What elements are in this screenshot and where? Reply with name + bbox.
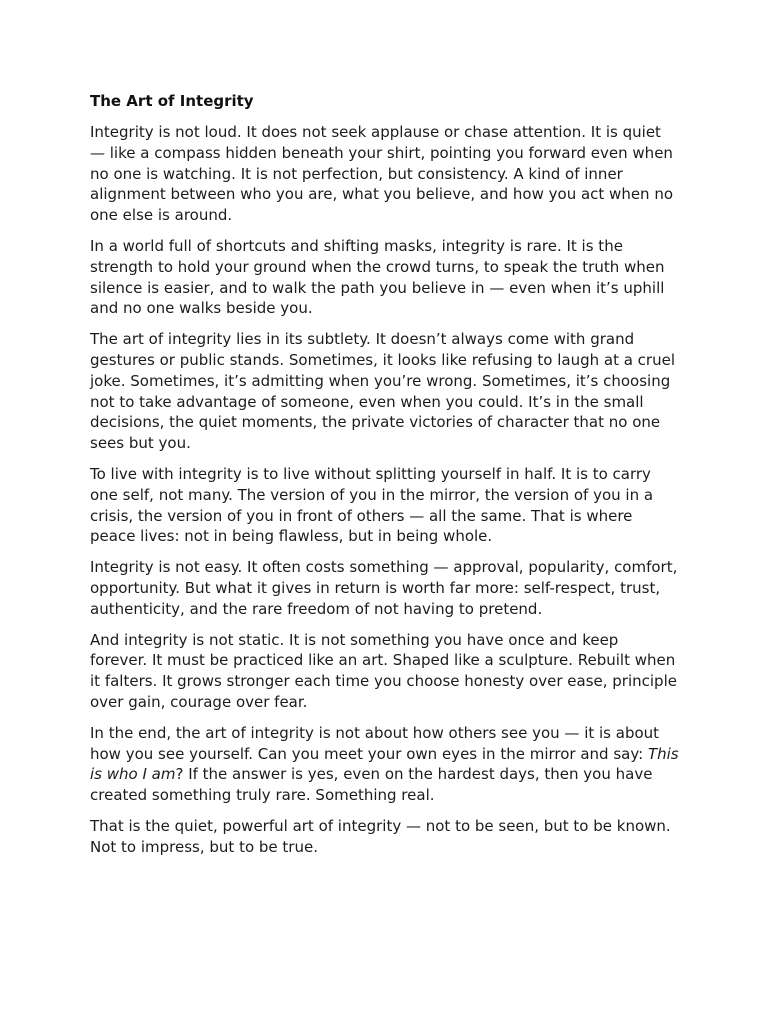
paragraph-7 — [90, 723, 680, 806]
paragraph-5: Integrity is not easy. It often costs something — approval, popularity, comfort, opportunity. But what it gives in return is worth far more: self-respect, trust, authenticity, and the rare freedom of not having to pretend. — [90, 558, 678, 618]
document-page — [90, 91, 680, 868]
paragraph-7-emphasis: This is who I am — [90, 744, 679, 784]
paragraph-3: The art of integrity lies in its subtlety. It doesn’t always come with grand gestures or public stands. Sometimes, it looks like refusing to laugh at a cruel joke. Sometimes, it’s admitting when you’re wrong. Sometimes, it’s choosing not to take advantage of someone, even when you could. It’s in the small decisions, the quiet moments, the private victories of character that no one sees but you. — [90, 330, 675, 453]
closing-paragraph: That is the quiet, powerful art of integrity — not to be seen, but to be known. Not to impress, but to be true. — [90, 816, 671, 856]
paragraph-6: And integrity is not static. It is not something you have once and keep forever. It must be practiced like an art. Shaped like a sculpture. Rebuilt when it falters. It grows stronger each time you choose honesty over ease, principle over gain, courage over fear. — [90, 630, 677, 711]
paragraph-7-text-after: ? If the answer is yes, even on the hardest days, then you have created something truly rare. Something real. — [90, 765, 653, 805]
paragraph-2: In a world full of shortcuts and shifting masks, integrity is rare. It is the strength to hold your ground when the crowd turns, to speak the truth when silence is easier, and to walk the path you believe in — even when it’s uphill and no one walks beside you. — [90, 236, 665, 318]
paragraph-7-text-before: In the end, the art of integrity is not about how others see you — it is about how you see yourself. Can you meet your own eyes in the mirror and say: — [90, 723, 660, 763]
paragraph-4: To live with integrity is to live without splitting yourself in half. It is to carry one self, not many. The version of you in the mirror, the version of you in a crisis, the version of you in front of others — all the same. That is where peace lives: not in being flawless, but in being whole. — [90, 464, 654, 546]
document-title: The Art of Integrity — [90, 92, 254, 110]
paragraph-1: Integrity is not loud. It does not seek applause or chase attention. It is quiet — like a compass hidden beneath your shirt, pointing you forward even when no one is watching. It is not perfection, but consistency. A kind of inner alignment between who you are, what you believe, and how you act when no one else is around. — [90, 123, 674, 225]
